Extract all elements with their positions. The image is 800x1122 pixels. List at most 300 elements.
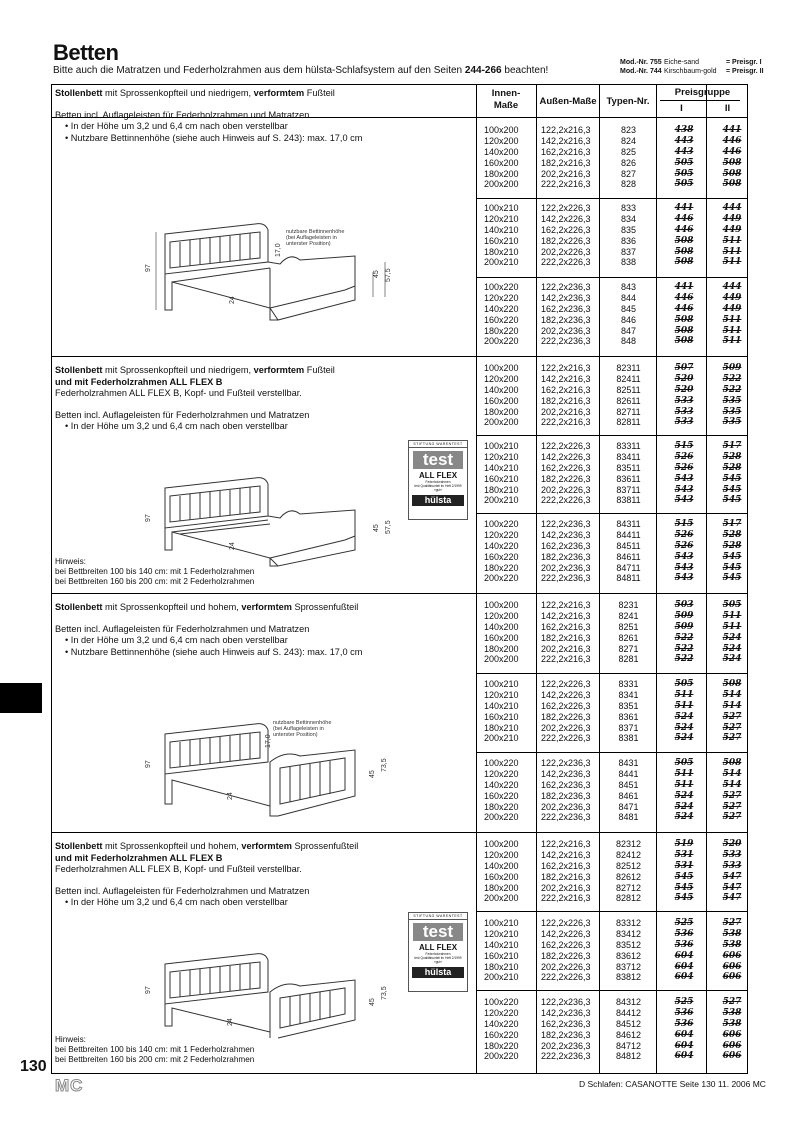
outer-size: 142,2x236,3 <box>541 768 591 779</box>
outer-size: 202,2x236,3 <box>541 801 591 812</box>
price-group-2: 524 <box>722 632 742 643</box>
svg-text:45: 45 <box>369 770 376 778</box>
price-group-2: 547 <box>722 871 742 882</box>
inner-size: 200x210 <box>484 972 519 983</box>
price-group-2: 517 <box>722 441 742 451</box>
group-divider <box>476 990 748 991</box>
inner-size: 200x200 <box>484 893 519 904</box>
price-group-2-column <box>714 918 750 983</box>
price-group-1: 438 <box>674 125 694 135</box>
type-number: 826 <box>620 157 637 168</box>
outer-size: 162,2x226,3 <box>541 224 591 235</box>
price-group-1: 543 <box>674 551 694 562</box>
price-group-1-column <box>664 282 704 347</box>
type-number: 8431 <box>618 758 639 768</box>
price-group-1: 522 <box>674 654 694 665</box>
price-group-2: 533 <box>722 849 742 860</box>
price-group-1: 505 <box>674 157 694 168</box>
price-group-1: 545 <box>674 882 694 893</box>
type-number: 84812 <box>615 1051 642 1062</box>
model-row: Mod.-Nr. 744 Kirschbaum-gold = Preisgr. II <box>620 68 764 75</box>
price-group-1: 524 <box>674 733 694 744</box>
price-group-1-column <box>664 679 704 744</box>
inner-size: 100x210 <box>484 441 519 451</box>
type-number: 835 <box>620 224 637 235</box>
type-number: 82711 <box>616 406 641 417</box>
outer-size: 142,2x226,3 <box>541 689 591 700</box>
price-group-2-column <box>714 363 750 428</box>
price-group-1: 525 <box>674 918 694 928</box>
price-group-2: 606 <box>722 972 742 983</box>
price-group-2: 606 <box>722 1029 742 1040</box>
outer-size: 122,2x216,3 <box>541 600 591 610</box>
price-group-2: 524 <box>722 654 742 665</box>
type-number-column <box>601 600 656 665</box>
inner-size: 120x200 <box>484 610 519 621</box>
type-number: 83511 <box>616 462 641 473</box>
price-group-1: 509 <box>674 621 694 632</box>
type-number: 8471 <box>618 801 639 812</box>
price-group-1: 520 <box>674 384 694 395</box>
price-group-1: 526 <box>674 451 694 462</box>
outer-size: 222,2x226,3 <box>541 257 591 268</box>
price-group-2: 511 <box>722 610 742 621</box>
price-group-2: 545 <box>722 573 742 584</box>
type-number: 8441 <box>618 768 639 779</box>
price-group-1: 536 <box>674 1018 694 1029</box>
price-group-1-column <box>664 839 704 904</box>
price-group-2: 527 <box>722 812 742 823</box>
outer-size: 122,2x216,3 <box>541 839 591 849</box>
outer-size: 162,2x236,3 <box>541 303 591 314</box>
type-number: 83512 <box>615 939 642 950</box>
inner-size: 120x210 <box>484 451 519 462</box>
inner-size: 100x200 <box>484 839 519 849</box>
type-number: 833 <box>620 203 637 213</box>
price-group-1: 543 <box>674 573 694 584</box>
price-group-1: 524 <box>674 801 694 812</box>
price-group-2: 441 <box>722 125 742 135</box>
price-group-2: 545 <box>722 473 742 484</box>
price-group-1-column <box>664 997 704 1062</box>
price-group-2: 545 <box>722 562 742 573</box>
price-group-2: 505 <box>722 600 742 610</box>
inner-size-column <box>484 282 536 347</box>
inner-size: 180x210 <box>484 961 519 972</box>
type-number: 82612 <box>615 871 642 882</box>
inner-size-column <box>484 679 536 744</box>
type-number: 84712 <box>615 1040 642 1051</box>
inner-size: 100x210 <box>484 679 519 689</box>
outer-size-column <box>541 363 599 428</box>
type-number: 8451 <box>618 779 639 790</box>
inner-size: 100x200 <box>484 363 519 373</box>
inner-size: 160x220 <box>484 314 519 325</box>
price-group-2: 444 <box>722 282 742 292</box>
price-group-2: 508 <box>722 179 742 190</box>
type-number: 83612 <box>615 950 642 961</box>
outer-size: 142,2x236,3 <box>541 529 591 540</box>
column-divider <box>599 84 600 1074</box>
type-number: 83311 <box>616 441 641 451</box>
type-number: 8261 <box>618 632 639 643</box>
inner-size: 140x210 <box>484 224 519 235</box>
price-group-1: 503 <box>674 600 694 610</box>
header-aussen: Außen-Maße <box>539 96 597 107</box>
type-number: 83811 <box>616 495 641 506</box>
price-group-2: 527 <box>722 918 742 928</box>
group-divider <box>476 198 748 199</box>
type-number-column <box>601 282 656 347</box>
svg-text:97: 97 <box>145 264 152 272</box>
header-innen: Innen- Maße <box>491 88 521 111</box>
inner-size: 180x220 <box>484 562 519 573</box>
price-group-2: 538 <box>722 1018 742 1029</box>
section-description: Stollenbett mit Sprossenkopfteil und hohem, verformtem Sprossenfußteil und mit Federholzrahmen ALL FLEX B Federholzrahmen ALL FLEX B, Kopf- und Fußteil verstellbar. Betten incl. Auflageleisten für Federholzrahmen und Matratzen • In der Höhe um 3,2 und 6,4 cm nach oben verstellbar <box>55 841 359 907</box>
price-group-1: 519 <box>674 839 694 849</box>
price-group-2: 527 <box>722 711 742 722</box>
inner-size-column <box>484 125 536 190</box>
page-title: Betten <box>53 40 119 65</box>
column-divider <box>656 84 657 1074</box>
inner-size: 180x200 <box>484 168 519 179</box>
bed-illustration-low-footboard <box>140 212 410 332</box>
inner-size: 160x210 <box>484 473 519 484</box>
inner-size: 120x220 <box>484 768 519 779</box>
price-group-1: 508 <box>674 336 694 347</box>
price-group-1: 533 <box>674 406 694 417</box>
header-preisgruppe: Preisgruppe <box>674 87 731 98</box>
page-subtitle: Bitte auch die Matratzen und Federholzrahmen aus dem hülsta-Schlafsystem auf den Seiten 244-266 beachten! <box>53 65 549 76</box>
outer-size: 142,2x216,3 <box>541 610 591 621</box>
price-group-1: 543 <box>674 495 694 506</box>
price-group-2: 514 <box>722 768 742 779</box>
group-divider <box>476 911 748 912</box>
header-price-1: I <box>680 103 683 114</box>
type-number: 84411 <box>616 529 641 540</box>
model-legend <box>620 58 764 76</box>
price-group-2-column <box>714 519 750 584</box>
price-group-2-column <box>714 839 750 904</box>
inner-size: 180x210 <box>484 722 519 733</box>
type-number: 83611 <box>616 473 641 484</box>
price-group-1: 533 <box>674 395 694 406</box>
price-group-1: 505 <box>674 168 694 179</box>
outer-size: 202,2x236,3 <box>541 1040 591 1051</box>
type-number: 8251 <box>618 621 639 632</box>
header-typen: Typen-Nr. <box>606 96 650 107</box>
model-row: Mod.-Nr. 755 Eiche-sand = Preisgr. I <box>620 59 762 66</box>
page-number: 130 <box>20 1058 47 1075</box>
svg-text:97: 97 <box>145 986 152 994</box>
outer-size: 222,2x216,3 <box>541 893 591 904</box>
price-group-2: 511 <box>722 235 742 246</box>
inner-size: 160x200 <box>484 632 519 643</box>
price-group-1: 446 <box>674 224 694 235</box>
price-group-2: 522 <box>722 373 742 384</box>
inner-size: 180x200 <box>484 882 519 893</box>
inner-size: 160x210 <box>484 235 519 246</box>
price-group-1: 515 <box>674 519 694 529</box>
outer-size: 162,2x236,3 <box>541 1018 591 1029</box>
type-number: 848 <box>620 336 637 347</box>
column-divider <box>706 84 707 1074</box>
type-number: 8381 <box>618 733 639 744</box>
price-group-2: 449 <box>722 224 742 235</box>
svg-text:57,5: 57,5 <box>385 268 392 282</box>
price-group-1: 543 <box>674 473 694 484</box>
price-group-1: 604 <box>674 972 694 983</box>
price-group-1: 520 <box>674 373 694 384</box>
outer-size: 142,2x236,3 <box>541 292 591 303</box>
inner-size: 180x210 <box>484 246 519 257</box>
outer-size: 162,2x216,3 <box>541 146 591 157</box>
price-group-1: 508 <box>674 314 694 325</box>
price-group-1: 536 <box>674 928 694 939</box>
price-group-2: 511 <box>722 314 742 325</box>
outer-size: 142,2x216,3 <box>541 373 591 384</box>
price-group-2: 449 <box>722 303 742 314</box>
type-number: 845 <box>620 303 637 314</box>
price-group-2: 527 <box>722 801 742 812</box>
outer-size: 182,2x216,3 <box>541 632 591 643</box>
type-number: 8231 <box>618 600 639 610</box>
price-group-2-column <box>714 125 750 190</box>
price-group-2: 517 <box>722 519 742 529</box>
price-group-1: 526 <box>674 462 694 473</box>
inner-size: 180x200 <box>484 406 519 417</box>
inner-size: 160x220 <box>484 790 519 801</box>
price-group-1: 526 <box>674 529 694 540</box>
outer-size: 222,2x236,3 <box>541 1051 591 1062</box>
inner-size: 100x220 <box>484 997 519 1007</box>
outer-size: 122,2x236,3 <box>541 758 591 768</box>
outer-size-column <box>541 125 599 190</box>
svg-text:17,0: 17,0 <box>265 734 272 748</box>
inner-size: 100x220 <box>484 282 519 292</box>
price-group-1: 543 <box>674 484 694 495</box>
svg-text:45: 45 <box>373 270 380 278</box>
footer-text: D Schlafen: CASANOTTE Seite 130 11. 2006 MC <box>579 1079 766 1089</box>
mc-logo: MC <box>55 1076 84 1095</box>
price-group-2-column <box>714 282 750 347</box>
inner-size: 120x200 <box>484 849 519 860</box>
inner-size: 200x210 <box>484 733 519 744</box>
type-number: 8331 <box>618 679 639 689</box>
type-number: 82511 <box>616 384 641 395</box>
price-group-2-column <box>714 997 750 1062</box>
inner-size: 120x220 <box>484 529 519 540</box>
inner-size: 120x220 <box>484 292 519 303</box>
type-number: 82611 <box>616 395 641 406</box>
outer-size: 202,2x226,3 <box>541 484 591 495</box>
inner-size: 100x210 <box>484 203 519 213</box>
type-number: 84611 <box>616 551 641 562</box>
price-group-1: 505 <box>674 679 694 689</box>
inner-size: 120x200 <box>484 135 519 146</box>
outer-size: 142,2x226,3 <box>541 213 591 224</box>
price-group-1-column <box>664 600 704 665</box>
type-number-column <box>601 519 656 584</box>
outer-size: 162,2x226,3 <box>541 462 591 473</box>
type-number: 84311 <box>616 519 641 529</box>
type-number: 82312 <box>615 839 642 849</box>
inner-size: 160x200 <box>484 395 519 406</box>
inner-size: 160x200 <box>484 871 519 882</box>
outer-size: 222,2x226,3 <box>541 733 591 744</box>
inner-size: 100x220 <box>484 519 519 529</box>
type-number-column <box>601 758 656 823</box>
type-number: 837 <box>620 246 637 257</box>
inner-size-column <box>484 203 536 268</box>
price-group-1: 536 <box>674 939 694 950</box>
price-group-1: 524 <box>674 790 694 801</box>
inner-size: 200x210 <box>484 495 519 506</box>
inner-size: 140x200 <box>484 621 519 632</box>
column-divider <box>536 84 537 1074</box>
type-number: 8351 <box>618 700 639 711</box>
price-group-2: 509 <box>722 363 742 373</box>
type-number: 828 <box>620 179 637 190</box>
subtitle-pages: 244-266 <box>464 65 502 76</box>
outer-size: 142,2x226,3 <box>541 451 591 462</box>
price-group-2: 606 <box>722 950 742 961</box>
type-number: 823 <box>620 125 637 135</box>
svg-text:24: 24 <box>227 792 234 800</box>
diagram-note: nutzbare Bettinnenhöhe (bei Auflageleisten in unterster Position) <box>273 720 332 738</box>
type-number: 84511 <box>616 540 641 551</box>
type-number: 82811 <box>616 417 641 428</box>
price-group-2: 444 <box>722 203 742 213</box>
price-group-2: 606 <box>722 1040 742 1051</box>
outer-size: 122,2x226,3 <box>541 441 591 451</box>
price-group-1: 509 <box>674 610 694 621</box>
outer-size: 122,2x236,3 <box>541 997 591 1007</box>
price-group-2: 528 <box>722 462 742 473</box>
type-number-column <box>601 918 656 983</box>
price-group-1: 604 <box>674 1040 694 1051</box>
svg-text:97: 97 <box>145 514 152 522</box>
outer-size: 202,2x216,3 <box>541 643 591 654</box>
outer-size-column <box>541 282 599 347</box>
price-group-2: 511 <box>722 325 742 336</box>
inner-size: 200x210 <box>484 257 519 268</box>
header-divider <box>660 100 740 101</box>
price-group-1: 604 <box>674 1051 694 1062</box>
price-group-2: 535 <box>722 395 742 406</box>
type-number: 83712 <box>615 961 642 972</box>
section-hint: Hinweis: bei Bettbreiten 100 bis 140 cm: mit 1 Federholzrahmen bei Bettbreiten 160 bis 200 cm: mit 2 Federholzrahmen <box>55 1035 255 1064</box>
outer-size: 182,2x216,3 <box>541 871 591 882</box>
outer-size: 182,2x236,3 <box>541 1029 591 1040</box>
type-number: 84412 <box>615 1007 642 1018</box>
outer-size: 142,2x216,3 <box>541 135 591 146</box>
outer-size: 142,2x216,3 <box>541 849 591 860</box>
inner-size: 140x200 <box>484 146 519 157</box>
outer-size-column <box>541 997 599 1062</box>
inner-size-column <box>484 839 536 904</box>
outer-size-column <box>541 758 599 823</box>
inner-size: 200x220 <box>484 812 519 823</box>
price-group-2: 522 <box>722 384 742 395</box>
group-divider <box>476 673 748 674</box>
price-group-2-column <box>714 758 750 823</box>
outer-size: 182,2x236,3 <box>541 314 591 325</box>
outer-size: 222,2x216,3 <box>541 417 591 428</box>
inner-size: 120x220 <box>484 1007 519 1018</box>
type-number: 8281 <box>618 654 639 665</box>
price-group-1: 604 <box>674 961 694 972</box>
outer-size-column <box>541 918 599 983</box>
price-group-1: 508 <box>674 325 694 336</box>
section-description: Stollenbett mit Sprossenkopfteil und hohem, verformtem Sprossenfußteil Betten incl. Auflageleisten für Federholzrahmen und Matratzen • In der Höhe um 3,2 und 6,4 cm nach oben verstellbar • Nutzbare Bettinnenhöhe (siehe auch Hinweis auf S. 243): max. 17,0 cm <box>55 602 363 657</box>
price-group-2: 528 <box>722 529 742 540</box>
price-group-1: 536 <box>674 1007 694 1018</box>
price-group-2: 547 <box>722 882 742 893</box>
type-number-column <box>601 363 656 428</box>
type-number: 84512 <box>615 1018 642 1029</box>
price-group-2: 545 <box>722 551 742 562</box>
stiftung-warentest-badge: STIFTUNG WARENTEST test ALL FLEX Federholzrahmen test Qualitätsurteil im Heft 2/1999 »gut« hülsta <box>408 440 468 520</box>
type-number: 84711 <box>616 562 641 573</box>
diagram-note: nutzbare Bettinnenhöhe (bei Auflageleisten in unterster Position) <box>286 229 345 247</box>
type-number: 82712 <box>615 882 642 893</box>
outer-size: 162,2x236,3 <box>541 540 591 551</box>
type-number: 84811 <box>616 573 641 584</box>
price-group-2: 606 <box>722 961 742 972</box>
type-number: 82311 <box>616 363 641 373</box>
section-hint: Hinweis: bei Bettbreiten 100 bis 140 cm: mit 1 Federholzrahmen bei Bettbreiten 160 bis 200 cm: mit 2 Federholzrahmen <box>55 557 255 586</box>
type-number: 83812 <box>615 972 642 983</box>
outer-size: 202,2x226,3 <box>541 246 591 257</box>
price-group-2: 545 <box>722 484 742 495</box>
price-group-2: 547 <box>722 893 742 904</box>
price-group-2: 449 <box>722 292 742 303</box>
type-number-column <box>601 441 656 506</box>
price-group-1: 604 <box>674 950 694 961</box>
type-number: 83312 <box>615 918 642 928</box>
type-number: 84612 <box>615 1029 642 1040</box>
outer-size: 202,2x226,3 <box>541 722 591 733</box>
inner-size: 140x220 <box>484 1018 519 1029</box>
price-group-1: 443 <box>674 135 694 146</box>
price-group-2: 511 <box>722 336 742 347</box>
type-number: 834 <box>620 213 637 224</box>
inner-size: 180x220 <box>484 1040 519 1051</box>
price-group-2-column <box>714 441 750 506</box>
outer-size-column <box>541 203 599 268</box>
outer-size: 162,2x216,3 <box>541 621 591 632</box>
price-group-1-column <box>664 758 704 823</box>
stiftung-warentest-badge: STIFTUNG WARENTEST test ALL FLEX Federholzrahmen test Qualitätsurteil im Heft 2/1999 »gut« hülsta <box>408 912 468 992</box>
outer-size: 182,2x226,3 <box>541 235 591 246</box>
type-number-column <box>601 203 656 268</box>
price-group-2: 524 <box>722 643 742 654</box>
inner-size: 160x220 <box>484 1029 519 1040</box>
price-group-2: 606 <box>722 1051 742 1062</box>
price-group-2: 527 <box>722 790 742 801</box>
type-number: 8461 <box>618 790 639 801</box>
price-group-2: 449 <box>722 213 742 224</box>
price-group-1: 531 <box>674 860 694 871</box>
inner-size: 160x220 <box>484 551 519 562</box>
inner-size: 180x200 <box>484 643 519 654</box>
price-group-2: 514 <box>722 700 742 711</box>
type-number-column <box>601 839 656 904</box>
price-group-2-column <box>714 600 750 665</box>
price-group-2: 508 <box>722 168 742 179</box>
inner-size: 160x210 <box>484 711 519 722</box>
